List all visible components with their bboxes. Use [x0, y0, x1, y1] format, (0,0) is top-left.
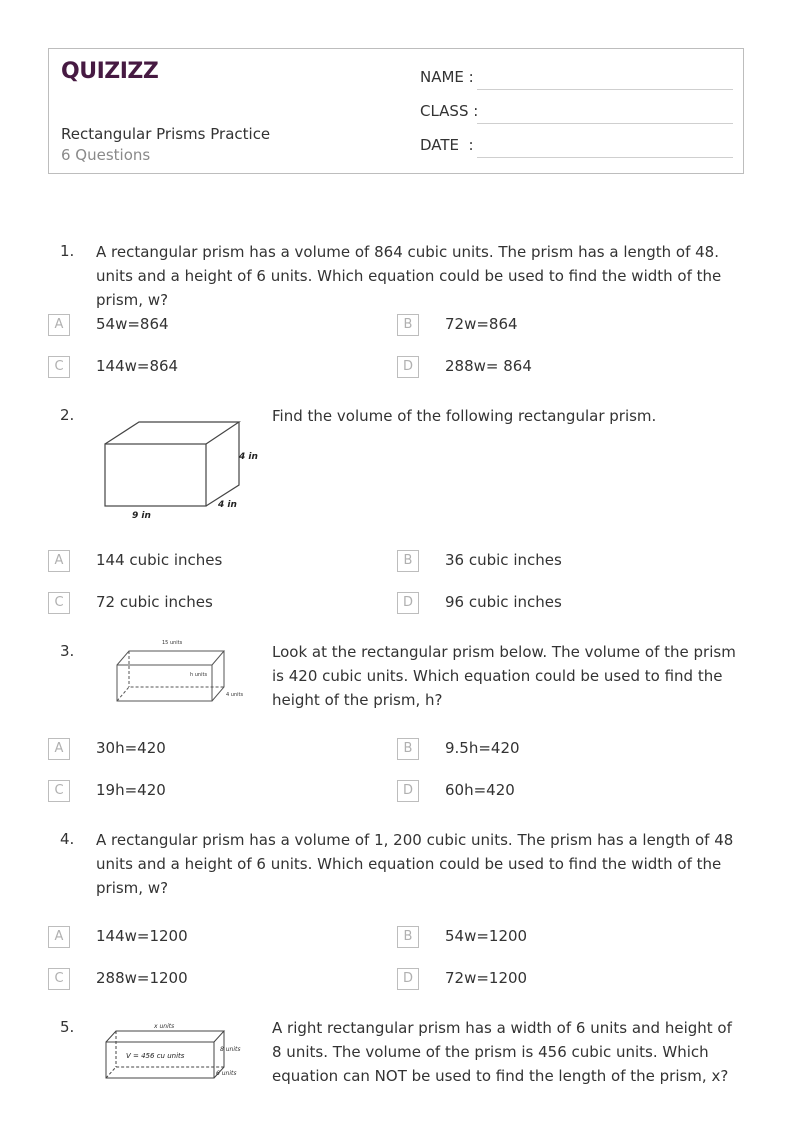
- question-number: 3.: [60, 642, 75, 660]
- option-text[interactable]: 288w= 864: [445, 357, 532, 375]
- option-text[interactable]: 54w=1200: [445, 927, 528, 945]
- name-label: NAME :: [420, 68, 474, 86]
- height-label: 8 units: [220, 1046, 241, 1053]
- prism-figure: [96, 412, 266, 524]
- option-text[interactable]: 9.5h=420: [445, 739, 520, 757]
- option-text[interactable]: 54w=864: [96, 315, 169, 333]
- option-text[interactable]: 72 cubic inches: [96, 593, 213, 611]
- option-letter[interactable]: D: [397, 968, 419, 990]
- length-label: 15 units: [162, 640, 183, 646]
- option-letter[interactable]: C: [48, 356, 70, 378]
- class-label: CLASS :: [420, 102, 479, 120]
- option-text[interactable]: 144w=1200: [96, 927, 188, 945]
- option-letter[interactable]: A: [48, 738, 70, 760]
- option-letter[interactable]: A: [48, 926, 70, 948]
- option-letter[interactable]: D: [397, 356, 419, 378]
- quizizz-logo: QUIZIZZ: [61, 59, 159, 84]
- question-number: 5.: [60, 1018, 75, 1036]
- question-number: 1.: [60, 242, 75, 260]
- option-letter[interactable]: C: [48, 592, 70, 614]
- option-letter[interactable]: B: [397, 926, 419, 948]
- option-letter[interactable]: B: [397, 550, 419, 572]
- height-label: 4 in: [239, 452, 258, 462]
- prism-figure: [96, 1016, 256, 1088]
- question-text: A rectangular prism has a volume of 1, 200 cubic units. The prism has a length of 48 units and a height of 6 units. Which equation could be used to find the width of the prism, w?: [96, 831, 734, 897]
- date-line: [477, 157, 733, 158]
- name-line: [477, 89, 733, 90]
- option-text[interactable]: 144 cubic inches: [96, 551, 223, 569]
- option-text[interactable]: 36 cubic inches: [445, 551, 562, 569]
- option-letter[interactable]: D: [397, 592, 419, 614]
- option-letter[interactable]: D: [397, 780, 419, 802]
- option-letter[interactable]: A: [48, 550, 70, 572]
- question-number: 4.: [60, 830, 75, 848]
- prism-figure: [96, 636, 254, 708]
- option-letter[interactable]: B: [397, 314, 419, 336]
- option-text[interactable]: 144w=864: [96, 357, 179, 375]
- depth-label: 4 in: [218, 500, 237, 510]
- option-text[interactable]: 19h=420: [96, 781, 166, 799]
- question-text: A right rectangular prism has a width of 6 units and height of 8 units. The volume of the prism is 456 cubic units. Which equation can NOT be used to find the length of the prism, x?: [272, 1019, 732, 1085]
- question-text: Find the volume of the following rectangular prism.: [272, 407, 657, 425]
- option-letter[interactable]: C: [48, 780, 70, 802]
- option-text[interactable]: 72w=1200: [445, 969, 528, 987]
- worksheet-header: [48, 48, 744, 174]
- depth-label: 4 units: [226, 692, 244, 698]
- length-label: x units: [154, 1023, 175, 1030]
- question-text: A rectangular prism has a volume of 864 cubic units. The prism has a length of 48. units and a height of 6 units. Which equation could be used to find the width of the prism, w?: [96, 243, 722, 309]
- question-text: Look at the rectangular prism below. The volume of the prism is 420 cubic units. Which equation could be used to find the height of the prism, h?: [272, 643, 736, 709]
- worksheet-title: Rectangular Prisms Practice: [61, 125, 271, 143]
- option-text[interactable]: 288w=1200: [96, 969, 188, 987]
- date-label: DATE :: [420, 136, 474, 154]
- depth-label: 6 units: [216, 1070, 237, 1077]
- option-text[interactable]: 60h=420: [445, 781, 515, 799]
- class-line: [477, 123, 733, 124]
- question-count: 6 Questions: [61, 146, 151, 164]
- option-letter[interactable]: B: [397, 738, 419, 760]
- height-label: h units: [190, 672, 208, 678]
- length-label: 9 in: [132, 511, 151, 521]
- option-letter[interactable]: C: [48, 968, 70, 990]
- question-number: 2.: [60, 406, 75, 424]
- option-text[interactable]: 96 cubic inches: [445, 593, 562, 611]
- volume-label: V = 456 cu units: [126, 1052, 185, 1060]
- option-letter[interactable]: A: [48, 314, 70, 336]
- option-text[interactable]: 72w=864: [445, 315, 518, 333]
- option-text[interactable]: 30h=420: [96, 739, 166, 757]
